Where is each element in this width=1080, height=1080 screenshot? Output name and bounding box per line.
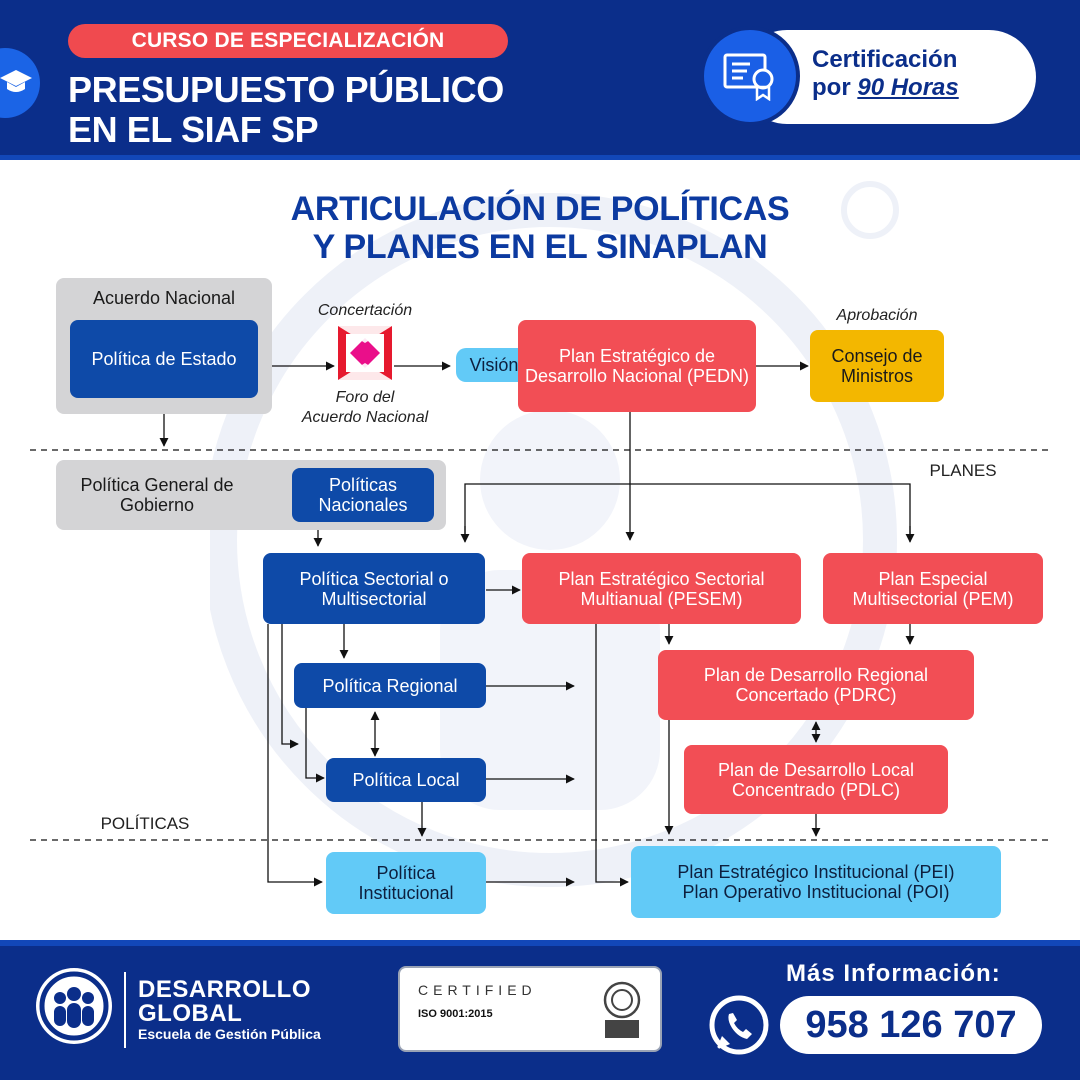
course-title-line1: PRESUPUESTO PÚBLICO (68, 69, 504, 110)
diagram-title-line1: ARTICULACIÓN DE POLÍTICAS (290, 190, 790, 228)
politicas-label: POLÍTICAS (100, 814, 190, 833)
pem-box: Plan Especial Multisectorial (PEM) (823, 553, 1043, 624)
brand-tagline: Escuela de Gestión Pública (138, 1026, 321, 1042)
iso-label: ISO 9001:2015 (418, 1008, 493, 1020)
poi-label: Plan Operativo Institucional (POI) (682, 882, 950, 902)
arrow-pesem-to-pei (596, 624, 628, 882)
whatsapp-icon[interactable] (708, 994, 770, 1056)
foro-acuerdo-logo-icon (338, 326, 392, 380)
politica-institucional-box: Política Institucional (326, 852, 486, 914)
iso-certification-card (398, 966, 662, 1052)
politica-estado-box: Política de Estado (70, 320, 258, 398)
pei-label: Plan Estratégico Institucional (PEI) (677, 862, 955, 882)
foro-label (280, 388, 450, 428)
certified-label: CERTIFIED (418, 982, 537, 998)
arrow-regional-to-local (306, 708, 324, 778)
course-tag: CURSO DE ESPECIALIZACIÓN (68, 24, 508, 58)
planes-label: PLANES (929, 461, 997, 480)
more-info-label: Más Información: (786, 960, 1001, 987)
bureau-veritas-seal-icon (596, 980, 648, 1042)
politica-sectorial-box: Política Sectorial o Multisectorial (263, 553, 485, 624)
politica-local-box: Política Local (326, 758, 486, 802)
pesem-box: Plan Estratégico Sectorial Multianual (PESEM) (522, 553, 801, 624)
certification-prefix: por (812, 74, 851, 101)
politicas-nacionales-box: Políticas Nacionales (292, 468, 434, 522)
aprobacion-label: Aprobación (836, 307, 918, 324)
consejo-ministros-box: Consejo de Ministros (810, 330, 944, 402)
phone-number[interactable]: 958 126 707 (780, 996, 1042, 1054)
acuerdo-nacional-label: Acuerdo Nacional (92, 288, 236, 308)
pdlc-box: Plan de Desarrollo Local Concentrado (PDLC) (684, 745, 948, 814)
brand-logo (36, 968, 112, 1044)
vision-box: Visión (456, 348, 532, 382)
brand-people-logo-icon (36, 968, 112, 1044)
certification-hours: 90 Horas (857, 74, 959, 101)
connector-planes-distribution (465, 484, 910, 540)
diagram-title-line2: Y PLANES EN EL SINAPLAN (312, 228, 768, 266)
pdrc-box: Plan de Desarrollo Regional Concertado (PDRC) (658, 650, 974, 720)
pedn-box: Plan Estratégico de Desarrollo Nacional (PEDN) (518, 320, 756, 412)
politica-general-label: Política General de Gobierno (80, 475, 234, 515)
brand-name-line1: DESARROLLO (138, 976, 311, 1003)
foro-label-line1: Foro del (335, 389, 395, 406)
brand-divider (124, 972, 126, 1048)
pei-poi-box (631, 846, 1001, 918)
course-title-line2: EN EL SIAF SP (68, 109, 319, 150)
politica-regional-box: Política Regional (294, 663, 486, 708)
brand-name-line2: GLOBAL (138, 1000, 243, 1027)
foro-label-line2: Acuerdo Nacional (301, 409, 429, 426)
concertacion-label: Concertación (317, 302, 413, 319)
certification-line1: Certificación (812, 46, 958, 73)
